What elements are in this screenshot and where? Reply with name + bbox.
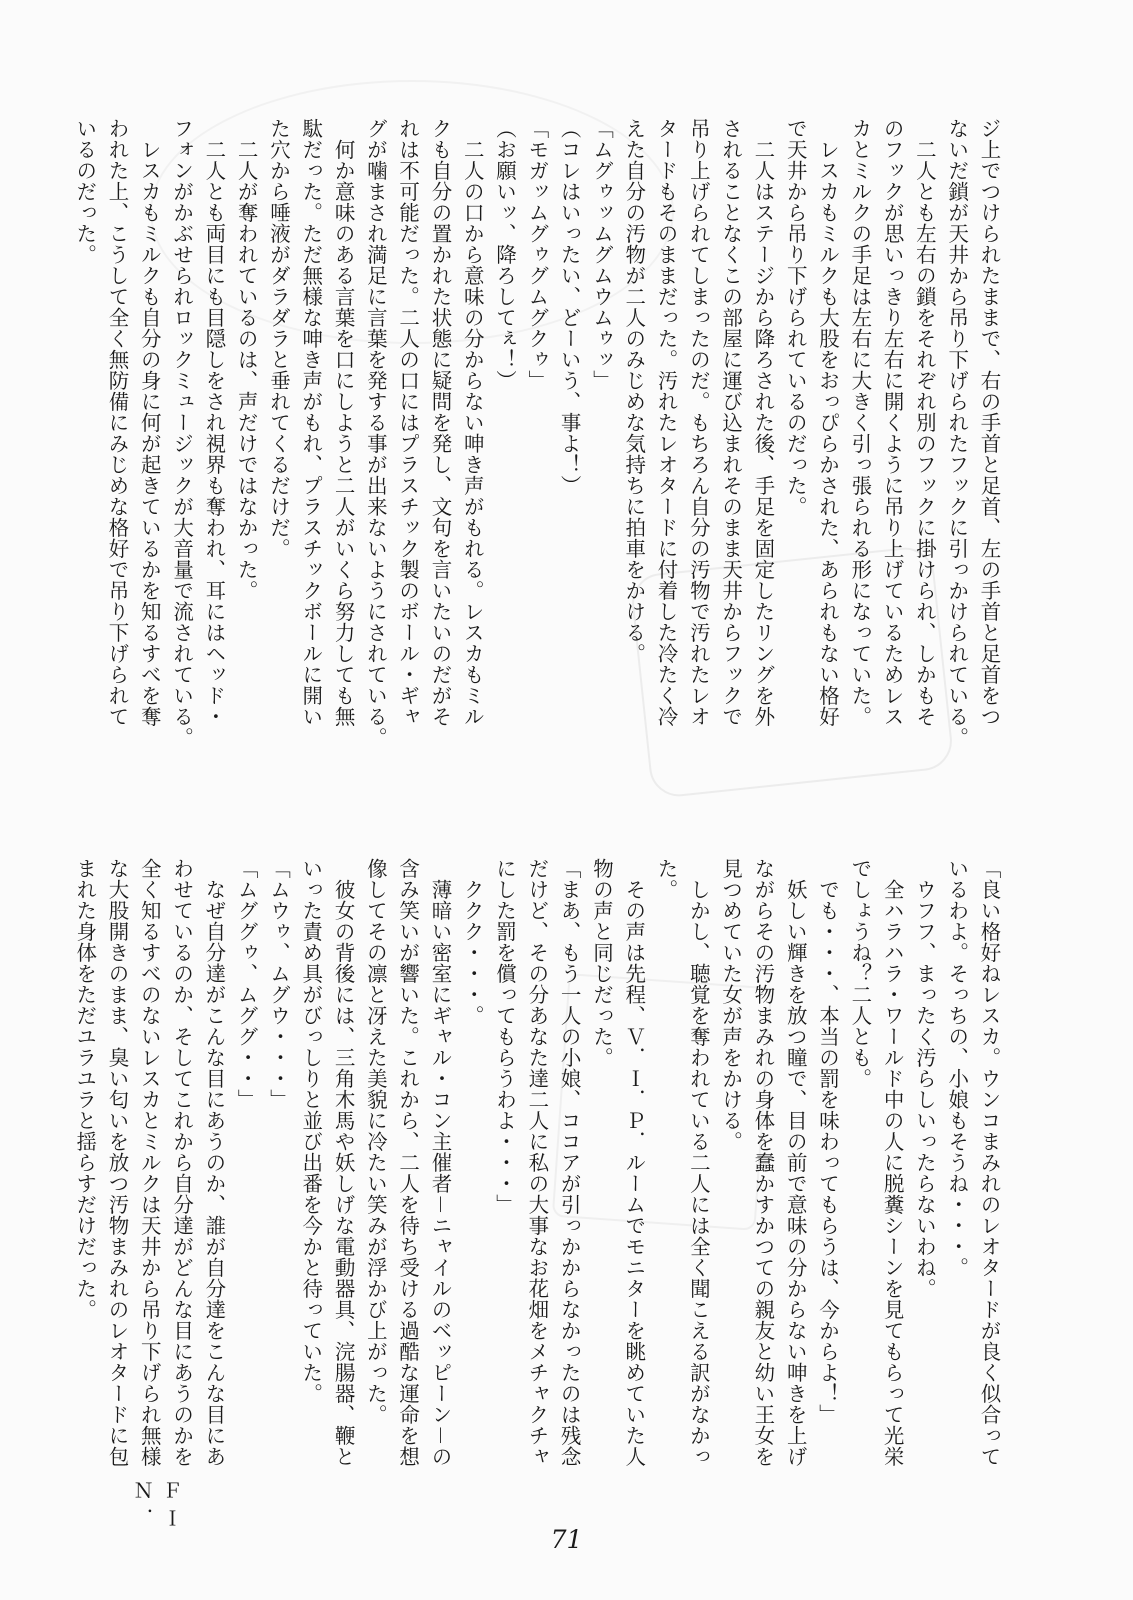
text-line: いるわよ。そっちの、小娘もそうね・・・。 [944,858,969,1278]
text-line: な大股開きのまま、臭い匂いを放つ汚物まみれのレオタードに包 [104,858,129,1467]
text-line: 二人とも左右の鎖をそれぞれ別のフックに掛けられ、しかもそ [912,118,937,727]
text-line: されることなくこの部屋に運び込まれそのまま天井からフックで [718,118,743,727]
text-line: 「ムグゥッムグムウムゥッ」 [589,118,614,391]
text-line: いった責め具がびっしりと並び出番を今かと待っていた。 [298,858,323,1404]
text-line: カとミルクの手足は左右に大きく引っ張られる形になっていた。 [847,118,872,727]
text-line: ながらその汚物まみれの身体を蠢かすかつての親友と幼い王女を [750,858,775,1467]
text-line: 二人はステージから降ろされた後、手足を固定したリングを外 [750,118,775,727]
text-line: 二人とも両目にも目隠しをされ視界も奪われ、耳にはヘッド・ [201,118,226,727]
text-line: 駄だった。ただ無様な呻き声がもれ、プラスチックボールに開い [298,118,323,727]
text-line: 像してその凛と冴えた美貌に冷たい笑みが浮かび上がった。 [363,858,388,1425]
text-line: 物の声と同じだった。 [589,858,614,1068]
text-line: 妖しい輝きを放つ瞳で、目の前で意味の分からない呻きを上げ [783,858,808,1467]
text-line: 彼女の背後には、三角木馬や妖しげな電動器具、浣腸器、鞭と [331,858,356,1467]
text-line: ないだ鎖が天井から吊り下げられたフックに引っかけられている。 [944,118,969,748]
text-line: 「モガッムグゥグムグクゥ」 [524,118,549,391]
text-line: フォンがかぶせられロックミュージックが大音量で流されている。 [169,118,194,748]
text-line: グが噛まされ満足に言葉を発する事が出来ないようにされている。 [363,118,388,748]
text-line: （お願いッ、降ろしてぇ！） [492,118,517,391]
text-line: 「良い格好ねレスカ。ウンコまみれのレオタードが良く似合って [977,858,1001,1467]
text-line: 薄暗い密室にギャル・コン主催者－ニャイルのベッピーン－の [427,858,452,1467]
fin-marker: ＦＩＮ． [130,1480,183,1536]
text-line: 「ムウゥ、ムグウ・・・」 [266,858,291,1110]
text-line: 全く知るすべのないレスカとミルクは天井から吊り下げられ無様 [137,858,162,1467]
text-line: ククク・・・。 [460,858,485,1026]
text-line: れは不可能だった。二人の口にはプラスチック製のボール・ギャ [395,118,420,727]
text-line: のフックが思いっきり左右に開くように吊り上げているためレス [880,118,905,727]
text-line: クも自分の置かれた状態に疑問を発し、文句を言いたいのだがそ [427,118,452,727]
text-line: （コレはいったい、どーいう、事よ！） [557,118,582,496]
text-line: えた自分の汚物が二人のみじめな気持ちに拍車をかける。 [621,118,646,664]
text-line: わせているのか、そしてこれから自分達がどんな目にあうのかを [169,858,194,1467]
text-line: にした罰を償ってもらうわよ・・・」 [492,858,517,1215]
text-line: 全ハラハラ・ワールド中の人に脱糞シーンを見てもらって光栄 [880,858,905,1467]
text-line: なぜ自分達がこんな目にあうのか、誰が自分達をこんな目にあ [201,858,226,1467]
text-line: いるのだった。 [72,118,97,265]
text-line: その声は先程、Ｖ．Ｉ．Ｐ．ルームでモニターを眺めていた人 [621,858,646,1467]
text-line: でしょうね？二人とも。 [847,858,872,1089]
text-line: タードもそのままだった。汚れたレオタードに付着した冷たく冷 [654,118,679,727]
text-line: レスカもミルクも大股をおっぴらかされた、あられもない格好 [815,118,840,727]
text-line: た穴から唾液がダラダラと垂れてくるだけだ。 [266,118,291,559]
page-number: 71 [550,1525,583,1554]
text-line: 何か意味のある言葉を口にしようと二人がいくら努力しても無 [331,118,356,727]
text-line: 二人が奪われているのは、声だけではなかった。 [234,118,259,601]
upper-text-column [72,118,1005,818]
lower-text-column [72,858,1005,1548]
text-line: でも・・・、本当の罰を味わってもらうは、今からよ！」 [815,858,840,1425]
text-line: まれた身体をただユラユラと揺らすだけだった。 [72,858,97,1320]
text-line: 「まあ、もう一人の小娘、ココアが引っかからなかったのは残念 [557,858,582,1467]
text-line: だけど、その分あなた達二人に私の大事なお花畑をメチャクチャ [524,858,549,1467]
text-line: た。 [654,858,679,900]
text-line: 含み笑いが響いた。これから、二人を待ち受ける過酷な運命を想 [395,858,420,1467]
text-line: 「ムググゥ、ムググ・・」 [234,858,259,1110]
text-line: われた上、こうして全く無防備にみじめな格好で吊り下げられて [104,118,129,727]
text-line: 二人の口から意味の分からない呻き声がもれる。レスカもミル [460,118,485,727]
text-line: 吊り上げられてしまったのだ。もちろん自分の汚物で汚れたレオ [686,118,711,727]
text-line: 見つめていた女が声をかける。 [718,858,743,1152]
text-line: で天井から吊り下げられているのだった。 [783,118,808,517]
text-line: ウフフ、まったく汚らしいったらないわね。 [912,858,937,1299]
text-line: しかし、聴覚を奪われている二人には全く聞こえる訳がなかっ [686,858,711,1467]
text-line: レスカもミルクも自分の身に何が起きているかを知るすべを奪 [137,118,162,727]
text-line: ジ上でつけられたままで、右の手首と足首、左の手首と足首をつ [977,118,1001,727]
